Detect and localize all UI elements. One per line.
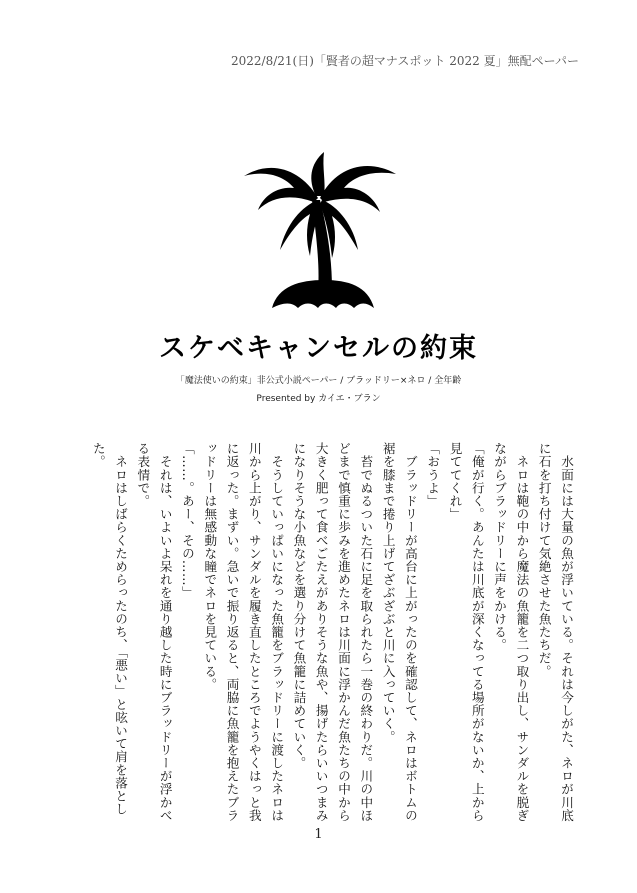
story-paragraph: ネロは鞄の中から魔法の魚籠を二つ取り出し、サンダルを脱ぎながらブラッドリーに声をかける。 — [492, 442, 530, 822]
story-paragraph: ネロはしばらくためらったのち、「悪い」と呟いて肩を落とした。 — [90, 442, 129, 816]
paper-subtitle: 「魔法使いの約束」非公式小説ペーパー / ブラッドリー×ネロ / 全年齢 — [175, 376, 462, 386]
story-paragraph: それは、いよいよ呆れを通り越した時にブラッドリーが浮かべる表情で。 — [135, 442, 173, 822]
story-body — [86, 442, 577, 822]
paper-title: スケベキャンセルの約束 — [159, 333, 478, 364]
story-paragraph: 「おうよ」 — [425, 442, 441, 508]
story-paragraph: 苔でぬるついた石に足を取られたら一巻の終わりだ。川の中ほどまで慎重に歩みを進めたネロは川面に浮かんだ魚たちの中から大きく肥って食べごたえがありそうな魚や、揚げたらいいつまみになりそうな小魚などを選り分けて魚籠に詰めていく。 — [291, 442, 374, 822]
story-paragraph: ブラッドリーが高台に上がったのを確認して、ネロはボトムの裾を膝まで捲り上げてざぶざぶと川に入っていく。 — [380, 442, 418, 822]
story-paragraph: そうしていっぱいになった魚籠をブラッドリーに渡したネロは川から上がり、サンダルを履き直したところでようやくはっと我に返った。まずい。急いで振り返ると、両脇に魚籠を抱えたブラッドリーは無感動な瞳でネロを見ている。 — [202, 442, 285, 822]
page-number: 1 — [314, 827, 323, 842]
palm-tree-icon — [240, 140, 400, 318]
author-credit: Presented by カイエ・ブラン — [256, 394, 381, 404]
story-paragraph: 水面には大量の魚が浮いている。それは今しがた、ネロが川底に石を打ち付けて気絶させた魚たちだ。 — [536, 442, 574, 822]
story-paragraph: 「俺が行く。あんたは川底が深くなってる場所がないか、上から見ててくれ」 — [447, 442, 485, 822]
story-paragraph: 「……。あー、その……」 — [179, 442, 195, 600]
header-event-info: 2022/8/21(日)「賢者の超マナスポット 2022 夏」無配ペーパー — [231, 54, 579, 68]
